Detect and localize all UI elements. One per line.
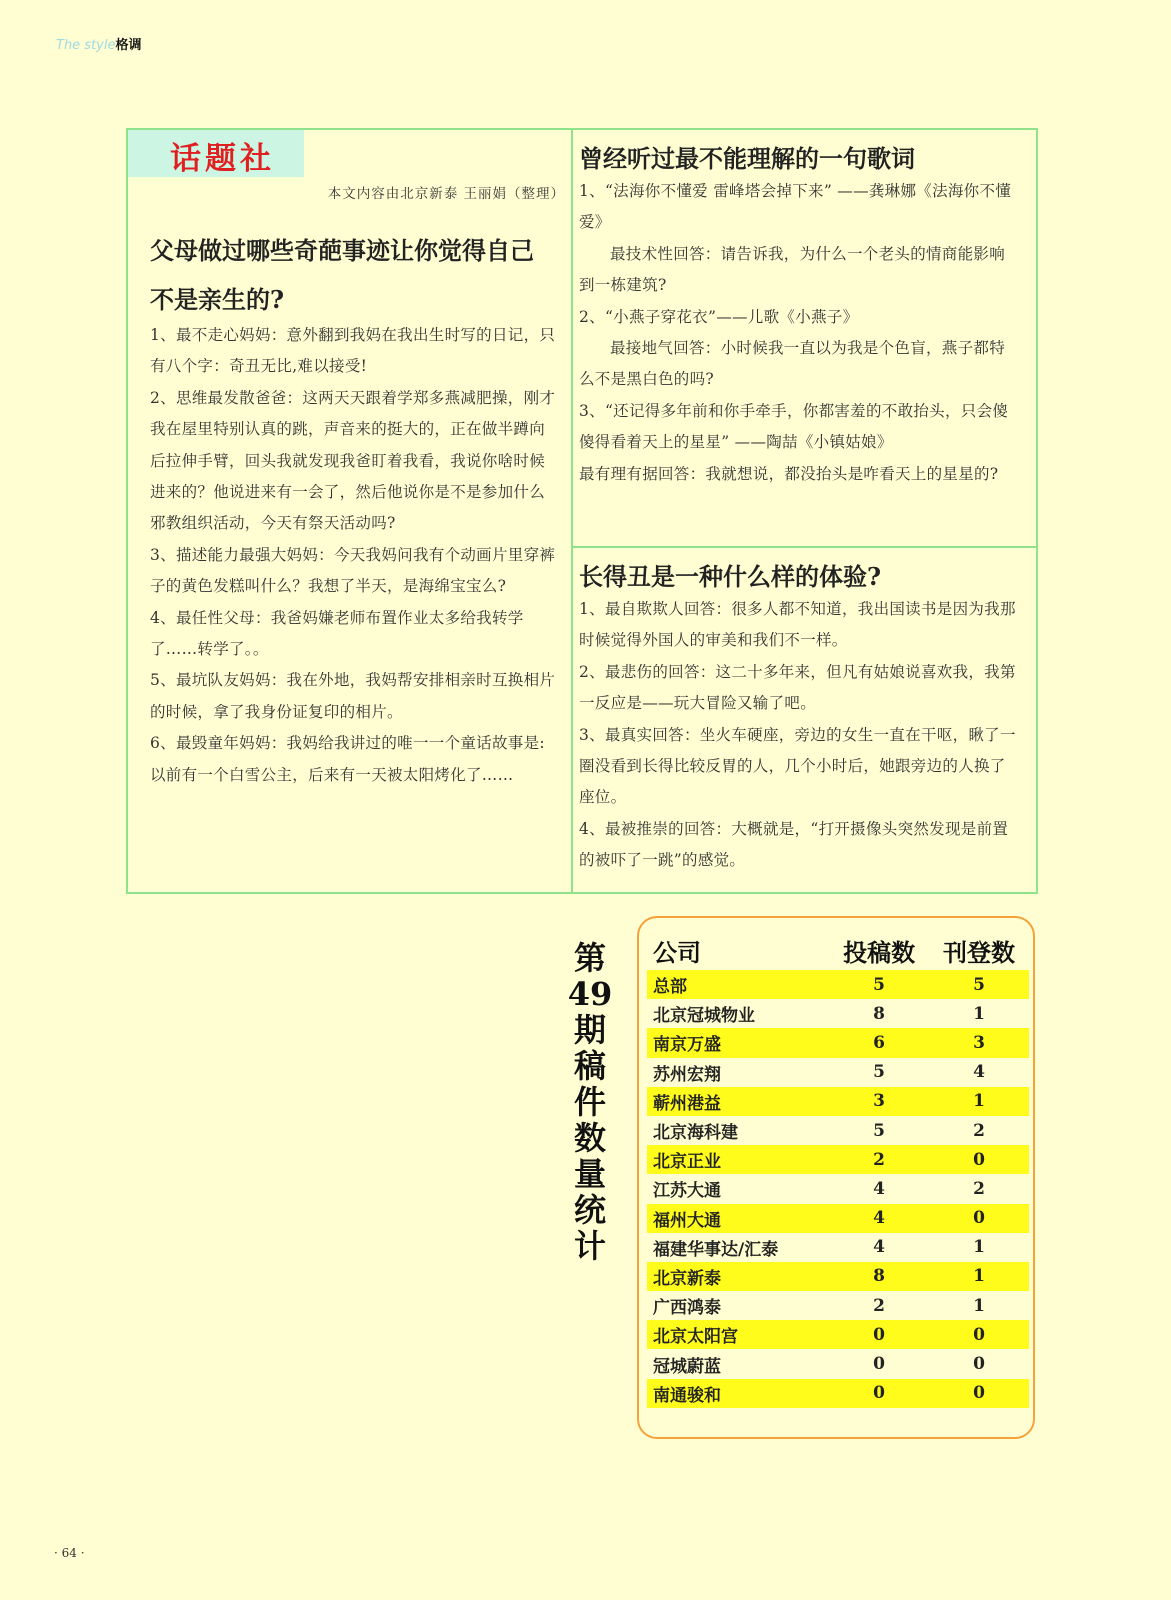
right-top-article-paragraph: 最技术性回答：请告诉我，为什么一个老头的情商能影响到一栋建筑?: [579, 244, 1006, 295]
table-row: [647, 1291, 1029, 1320]
header-company: 公司: [653, 937, 701, 967]
company-cell: 蕲州港益: [647, 1087, 829, 1116]
submitted-cell: 0: [829, 1320, 929, 1349]
published-cell: 2: [973, 1178, 985, 1199]
stats-header-row: [647, 930, 1029, 970]
left-article-body: [150, 320, 560, 791]
table-row: [647, 1349, 1029, 1378]
right-bottom-article-paragraph: 3、最真实回答：坐火车硬座，旁边的女生一直在干呕，瞅了一圈没看到长得比较反胃的人，几个小时后，她跟旁边的人换了座位。: [579, 725, 1016, 807]
submitted-cell: 5: [873, 1062, 885, 1083]
table-row: [647, 1116, 1029, 1145]
section-tag: [128, 130, 304, 177]
stats-vertical-title: [567, 940, 613, 1264]
table-row: [647, 1320, 1029, 1349]
table-row: [647, 1058, 1029, 1087]
company-cell: 南通骏和: [647, 1379, 829, 1408]
section-tag-label: 话题社: [170, 141, 275, 177]
right-top-article-box: [571, 128, 1038, 548]
company-cell: 北京冠城物业: [653, 1006, 755, 1027]
vertical-title-char: 件: [573, 1083, 606, 1121]
right-top-article-paragraph: 2、“小燕子穿花衣”——儿歌《小燕子》: [579, 307, 859, 326]
vertical-title-char: 稿: [573, 1047, 606, 1085]
credit-line: 本文内容由北京新泰 王丽娟（整理）: [327, 186, 565, 202]
published-cell: 3: [929, 1028, 1029, 1057]
company-cell: 北京正业: [647, 1145, 829, 1174]
submitted-cell: 8: [873, 1003, 885, 1024]
company-cell: 总部: [647, 970, 829, 999]
right-bottom-article-body: [579, 594, 1019, 877]
brand-zh: 格调: [115, 38, 142, 53]
company-cell: 江苏大通: [653, 1181, 721, 1202]
right-bottom-article-title: 长得丑是一种什么样的体验?: [579, 562, 882, 591]
submitted-cell: 5: [873, 1120, 885, 1141]
stats-table: [647, 930, 1029, 1408]
left-article-box: [126, 128, 573, 894]
right-bottom-article-paragraph: 2、最悲伤的回答：这二十多年来，但凡有姑娘说喜欢我，我第一反应是——玩大冒险又输了吧。: [579, 662, 1016, 713]
published-cell: 4: [973, 1062, 985, 1083]
right-bottom-article-paragraph: 1、最自欺欺人回答：很多人都不知道，我出国读书是因为我那时候觉得外国人的审美和我们不一样。: [579, 600, 1016, 650]
company-cell: 福州大通: [647, 1204, 829, 1233]
published-cell: 2: [973, 1120, 985, 1141]
published-cell: 5: [929, 970, 1029, 999]
table-row: [647, 1145, 1029, 1174]
submitted-cell: 6: [829, 1028, 929, 1057]
vertical-title-char: 49: [567, 975, 613, 1013]
submitted-cell: 4: [873, 1178, 885, 1199]
right-top-article-title: 曾经听过最不能理解的一句歌词: [579, 144, 915, 173]
header-published: 刊登数: [943, 937, 1016, 967]
submitted-cell: 0: [829, 1379, 929, 1408]
brand-en: The style: [56, 38, 116, 53]
header-submitted: 投稿数: [843, 937, 916, 967]
table-row: [647, 1028, 1029, 1057]
company-cell: 北京海科建: [653, 1123, 738, 1144]
published-cell: 0: [973, 1354, 985, 1375]
table-row: [647, 1262, 1029, 1291]
vertical-title-char: 期: [573, 1011, 606, 1049]
right-bottom-article-box: [571, 546, 1038, 894]
published-cell: 1: [929, 1087, 1029, 1116]
header-brand: [56, 38, 142, 54]
company-cell: 苏州宏翔: [653, 1064, 721, 1085]
stats-table-box: [637, 916, 1035, 1439]
submitted-cell: 3: [829, 1087, 929, 1116]
submitted-cell: 4: [873, 1237, 885, 1258]
left-article-paragraph: 5、最坑队友妈妈：我在外地，我妈帮安排相亲时互换相片的时候，拿了我身份证复印的相片。: [150, 671, 556, 721]
published-cell: 1: [973, 1003, 985, 1024]
right-top-article-paragraph: 3、“还记得多年前和你手牵手，你都害羞的不敢抬头，只会傻傻得看着天上的星星” ——陶喆《小镇姑娘》: [579, 401, 1009, 452]
published-cell: 1: [929, 1262, 1029, 1291]
submitted-cell: 2: [829, 1145, 929, 1174]
right-top-article-paragraph: 最有理有据回答：我就想说，都没抬头是咋看天上的星星的?: [579, 464, 999, 483]
right-top-article-paragraph: 1、“法海你不懂爱 雷峰塔会掉下来” ——龚琳娜《法海你不懂爱》: [579, 182, 1012, 232]
left-article-paragraph: 6、最毁童年妈妈：我妈给我讲过的唯一一个童话故事是:以前有一个白雪公主，后来有一天被太阳烤化了……: [150, 734, 545, 784]
right-bottom-article-paragraph: 4、最被推崇的回答：大概就是，“打开摄像头突然发现是前置的被吓了一跳”的感觉。: [579, 819, 1009, 870]
left-article-paragraph: 1、最不走心妈妈：意外翻到我妈在我出生时写的日记，只有八个字：奇丑无比,难以接受!: [150, 326, 556, 376]
vertical-title-char: 第: [573, 939, 606, 977]
company-cell: 冠城蔚蓝: [653, 1356, 721, 1377]
vertical-title-char: 计: [573, 1227, 606, 1265]
company-cell: 广西鸿泰: [653, 1298, 721, 1319]
company-cell: 南京万盛: [647, 1028, 829, 1057]
table-row: [647, 1204, 1029, 1233]
published-cell: 1: [973, 1295, 985, 1316]
submitted-cell: 0: [873, 1354, 885, 1375]
left-article-paragraph: 2、思维最发散爸爸：这两天天跟着学郑多燕减肥操，刚才我在屋里特别认真的跳，声音来的挺大的，正在做半蹲向后拉伸手臂，回头我就发现我爸盯着我看，我说你啥时候进来的？他说进来有一会了，然后他说你是不是参加什么邪教组织活动，今天有祭天活动吗?: [150, 388, 556, 533]
submitted-cell: 8: [829, 1262, 929, 1291]
table-row: [647, 1174, 1029, 1203]
table-row: [647, 999, 1029, 1028]
page-number: · 64 ·: [54, 1546, 85, 1560]
vertical-title-char: 数: [573, 1119, 606, 1157]
company-cell: 北京太阳宫: [647, 1320, 829, 1349]
table-row: [647, 1087, 1029, 1116]
published-cell: 0: [929, 1145, 1029, 1174]
submitted-cell: 5: [829, 970, 929, 999]
published-cell: 0: [929, 1320, 1029, 1349]
table-row: [647, 1379, 1029, 1408]
published-cell: 0: [929, 1204, 1029, 1233]
submitted-cell: 2: [873, 1295, 885, 1316]
company-cell: 北京新泰: [647, 1262, 829, 1291]
vertical-title-char: 量: [573, 1155, 606, 1193]
left-article-title: 父母做过哪些奇葩事迹让你觉得自己不是亲生的?: [150, 236, 534, 314]
company-cell: 福建华事达/汇泰: [653, 1239, 779, 1260]
published-cell: 0: [929, 1379, 1029, 1408]
right-top-article-paragraph: 最接地气回答：小时候我一直以为我是个色盲，燕子都特么不是黑白色的吗?: [579, 339, 1006, 389]
table-row: [647, 1233, 1029, 1262]
submitted-cell: 4: [829, 1204, 929, 1233]
vertical-title-char: 统: [573, 1191, 606, 1229]
left-article-paragraph: 3、描述能力最强大妈妈：今天我妈问我有个动画片里穿裤子的黄色发糕叫什么？我想了半天，是海绵宝宝么?: [150, 545, 556, 596]
published-cell: 1: [973, 1237, 985, 1258]
table-row: [647, 970, 1029, 999]
right-top-article-body: [579, 176, 1019, 490]
left-article-paragraph: 4、最任性父母：我爸妈嫌老师布置作业太多给我转学了……转学了。。: [150, 608, 524, 659]
